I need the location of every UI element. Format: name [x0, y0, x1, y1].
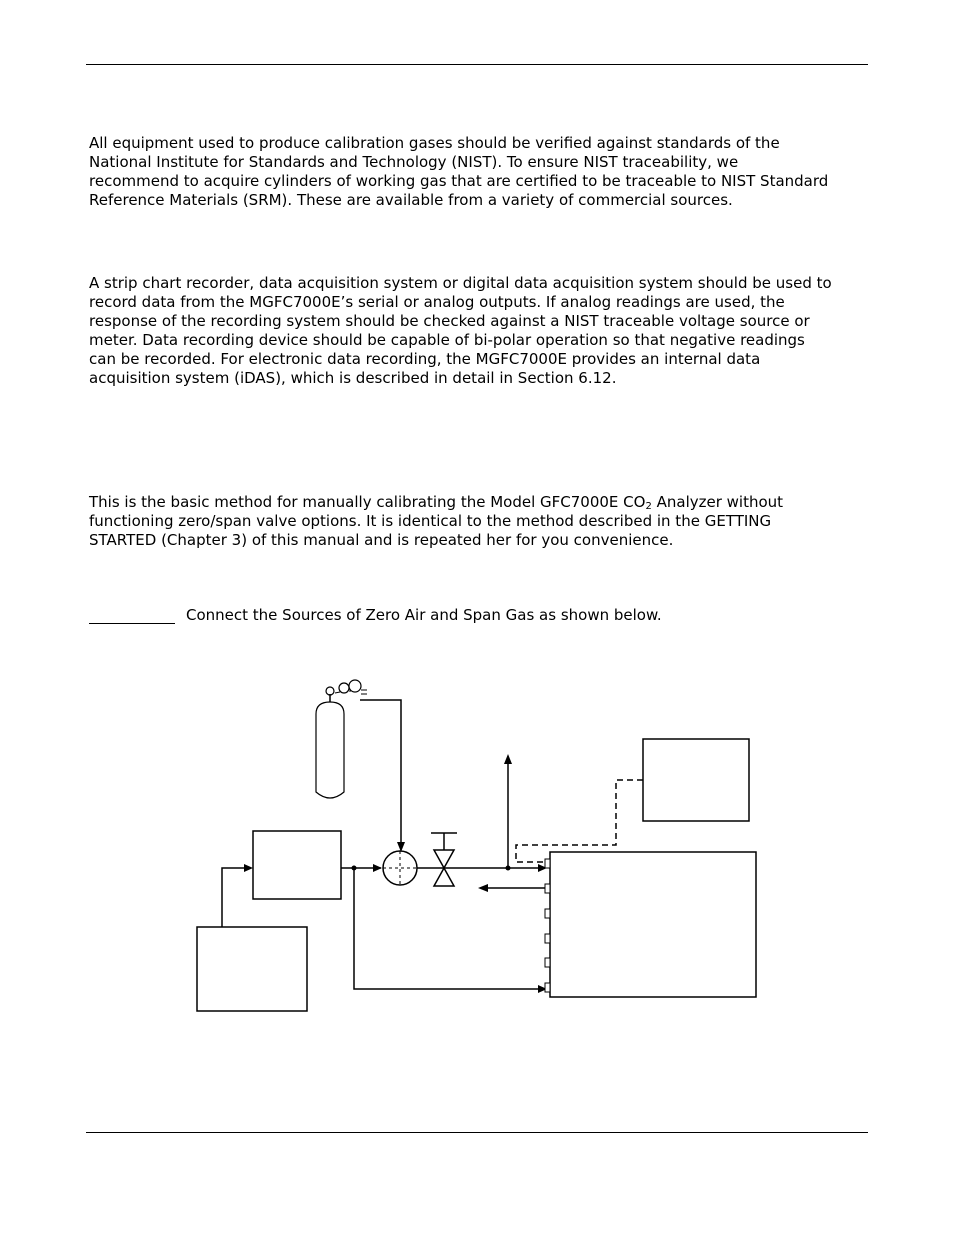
shutoff-valve-icon	[417, 833, 508, 886]
step-instruction: Connect the Sources of Zero Air and Span Gas as shown below.	[186, 606, 662, 624]
compressor-to-module-line	[222, 868, 246, 927]
mixing-tee-icon	[383, 851, 417, 885]
compressor-box	[197, 927, 307, 1011]
arrowhead	[373, 864, 382, 872]
subscript: 2	[645, 501, 652, 512]
text-line: A strip chart recorder, data acquisition system or digital data acquisition system should be used to	[89, 274, 832, 292]
zero-air-module-box	[253, 831, 341, 899]
text-line: recommend to acquire cylinders of working gas that are certified to be traceable to NIST Standard	[89, 172, 829, 190]
text-line: record data from the MGFC7000E’s serial or analog outputs. If analog readings are used, the	[89, 293, 785, 311]
text-line: response of the recording system should be checked against a NIST traceable voltage source or	[89, 312, 810, 330]
text-line: All equipment used to produce calibration gases should be verified against standards of the	[89, 134, 780, 152]
arrowhead	[504, 754, 512, 764]
text-line: can be recorded. For electronic data recording, the MGFC7000E provides an internal data	[89, 350, 761, 368]
text-line: Reference Materials (SRM). These are available from a variety of commercial sources.	[89, 191, 733, 209]
footer-rule	[86, 1132, 868, 1133]
text-line: functioning zero/span valve options. It is identical to the method described in the GETTING	[89, 512, 772, 530]
text-line: acquisition system (iDAS), which is described in detail in Section 6.12.	[89, 369, 617, 387]
text-segment: This is the basic method for manually calibrating the Model GFC7000E CO	[89, 493, 646, 511]
arrowhead	[244, 864, 253, 872]
gas-cylinder-icon	[316, 680, 367, 798]
signal-cable	[516, 780, 643, 862]
recording-device-box	[643, 739, 749, 821]
text-line: STARTED (Chapter 3) of this manual and is repeated her for you convenience.	[89, 531, 674, 549]
analyzer-box	[550, 852, 756, 997]
arrowhead	[478, 884, 488, 892]
text-segment: Analyzer without	[651, 493, 784, 511]
text-line: National Institute for Standards and Technology (NIST). To ensure NIST traceability, we	[89, 153, 739, 171]
span-gas-line	[360, 700, 401, 848]
text-line: meter. Data recording device should be capable of bi-polar operation so that negative readings	[89, 331, 805, 349]
